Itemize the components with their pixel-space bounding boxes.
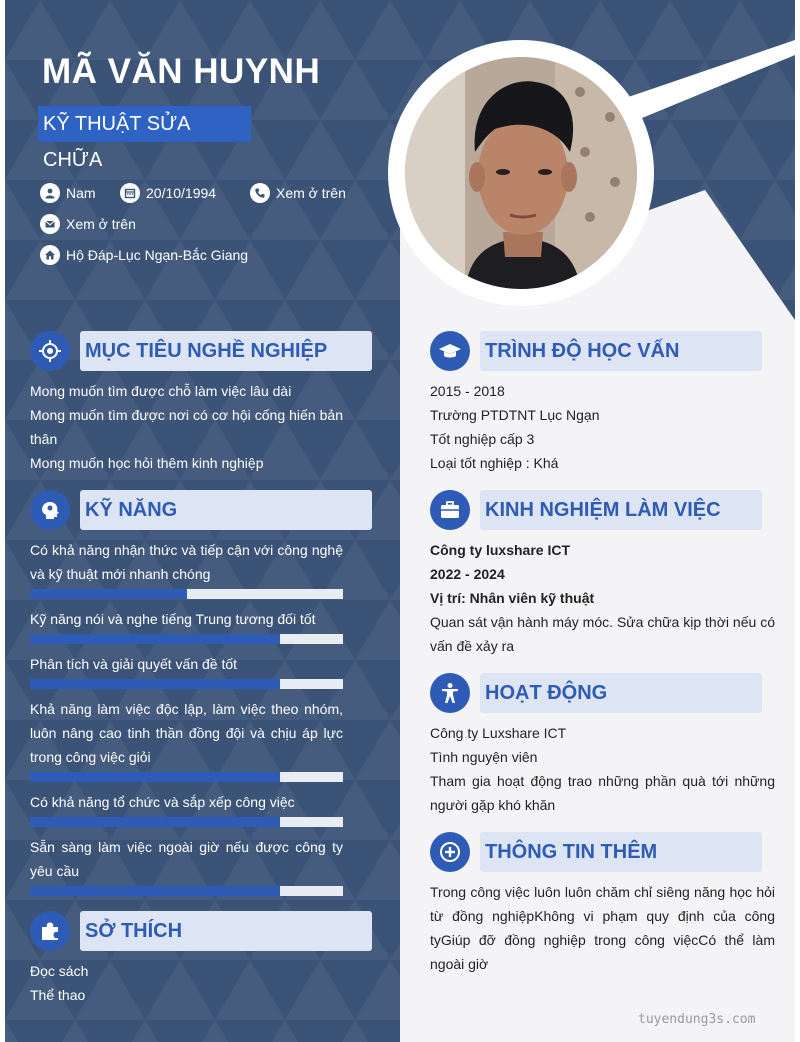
career-goal-title: MỤC TIÊU NGHỀ NGHIỆP — [85, 340, 328, 362]
gender-info — [40, 183, 96, 203]
skill-label: Khả năng làm việc độc lập, làm việc theo nhóm, luôn nâng cao tinh thần đồng đội và chịu áp lực trong công việc giỏi — [30, 701, 343, 765]
activities-role: Tình nguyện viên — [430, 749, 538, 765]
plus-icon — [430, 832, 470, 872]
experience-position — [430, 586, 775, 610]
hobbies-text — [30, 959, 343, 1007]
experience-description: Quan sát vận hành máy móc. Sửa chữa kịp thời nếu có vấn đề xảy ra — [430, 614, 775, 654]
education-title: TRÌNH ĐỘ HỌC VẤN — [485, 340, 680, 362]
skill-level-bar — [30, 634, 343, 644]
skill-label: Sẵn sàng làm việc ngoài giờ nếu được công ty yêu cầu — [30, 839, 343, 879]
graduation-cap-icon — [430, 331, 470, 371]
skill-label: Phân tích và giải quyết vấn đề tốt — [30, 656, 238, 672]
skills-title: KỸ NĂNG — [85, 499, 178, 521]
skill-level-fill — [30, 679, 280, 689]
mail-icon — [40, 214, 60, 234]
experience-details — [430, 538, 775, 658]
skill-label: Kỹ năng nói và nghe tiếng Trung tương đối tốt — [30, 611, 316, 627]
skill-label: Có khả năng nhận thức và tiếp cận với công nghệ và kỹ thuật mới nhanh chóng — [30, 542, 343, 582]
skill-level-bar — [30, 817, 343, 827]
skill-level-bar — [30, 589, 343, 599]
home-icon — [40, 245, 60, 265]
skill-level-fill — [30, 589, 187, 599]
address-info — [40, 245, 248, 265]
experience-period-value: 2022 - 2024 — [430, 566, 505, 582]
address-value: Hộ Đáp-Lục Ngạn-Bắc Giang — [66, 247, 249, 263]
user-icon — [40, 183, 60, 203]
education-details — [430, 379, 775, 475]
calendar-icon — [120, 183, 140, 203]
skill-level-bar — [30, 679, 343, 689]
skill-label: Có khả năng tổ chức và sắp xếp công việc — [30, 794, 295, 810]
target-icon — [30, 331, 70, 371]
activities-description: Tham gia hoạt động trao những phần quà tới những người gặp khó khăn — [430, 773, 775, 813]
additional-info-text: Trong công việc luôn luôn chăm chỉ siêng năng học hỏi từ đồng nghiệpKhông vi phạm quy định của công tyGiúp đỡ đồng nghiệp trong công việcCó thể làm ngoài giờ — [430, 884, 775, 972]
activities-details — [430, 721, 775, 817]
email-info — [40, 214, 136, 234]
career-goal-text — [30, 379, 343, 475]
phone-info — [250, 183, 346, 203]
phone-icon — [250, 183, 270, 203]
hobbies-title: SỞ THÍCH — [85, 920, 183, 942]
person-icon — [430, 673, 470, 713]
birthdate-value: 20/10/1994 — [146, 185, 217, 201]
experience-title: KINH NGHIỆM LÀM VIỆC — [485, 499, 721, 521]
puzzle-icon — [30, 911, 70, 951]
avatar — [405, 57, 637, 289]
brain-icon — [30, 490, 70, 530]
hobby-item: Đọc sách — [30, 963, 89, 979]
phone-value: Xem ở trên — [276, 185, 346, 201]
additional-info-title: THÔNG TIN THÊM — [485, 841, 658, 863]
briefcase-icon — [430, 490, 470, 530]
experience-position-value: Vị trí: Nhân viên kỹ thuật — [430, 590, 595, 606]
experience-company — [430, 538, 775, 562]
career-goal-line: Mong muốn tìm được nơi có cơ hội cống hiến bản thân — [30, 407, 343, 447]
email-value: Xem ở trên — [66, 216, 136, 232]
candidate-name: MÃ VĂN HUYNH — [42, 52, 321, 91]
activities-title: HOẠT ĐỘNG — [485, 682, 608, 704]
skill-level-fill — [30, 634, 280, 644]
education-period: 2015 - 2018 — [430, 383, 505, 399]
resume-page — [5, 0, 795, 1042]
skill-level-fill — [30, 772, 280, 782]
education-school: Trường PTDTNT Lục Ngạn — [430, 407, 600, 423]
birthdate-info — [120, 183, 216, 203]
education-grade: Loại tốt nghiệp : Khá — [430, 455, 559, 471]
job-title: KỸ THUẬT SỬA CHỮA — [38, 106, 251, 142]
activities-organization: Công ty Luxshare ICT — [430, 725, 567, 741]
watermark: tuyendung3s.com — [638, 1012, 756, 1027]
skill-level-bar — [30, 886, 343, 896]
skill-level-bar — [30, 772, 343, 782]
hobby-item: Thể thao — [30, 987, 86, 1003]
experience-company-name: Công ty luxshare ICT — [430, 542, 571, 558]
career-goal-line: Mong muốn tìm được chỗ làm việc lâu dài — [30, 383, 292, 399]
gender-value: Nam — [66, 185, 96, 201]
skill-level-fill — [30, 817, 280, 827]
career-goal-line: Mong muốn học hỏi thêm kinh nghiệp — [30, 455, 264, 471]
skill-level-fill — [30, 886, 280, 896]
experience-period — [430, 562, 775, 586]
education-degree: Tốt nghiệp cấp 3 — [430, 431, 535, 447]
